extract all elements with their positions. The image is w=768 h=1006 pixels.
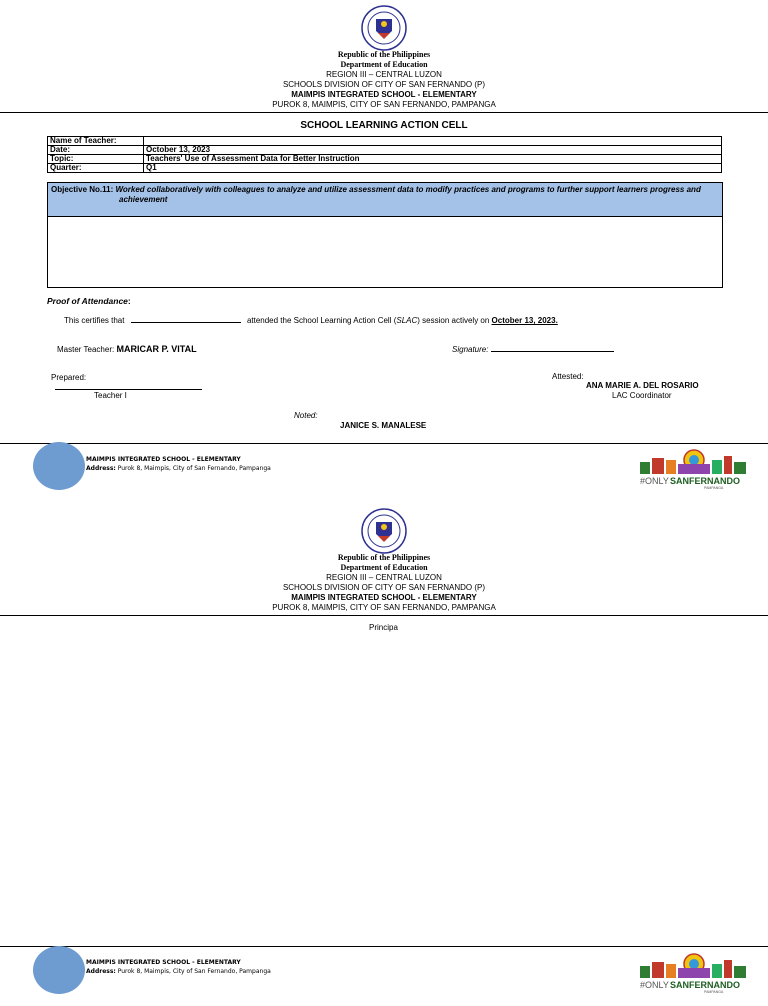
master-teacher-name: MARICAR P. VITAL: [116, 344, 197, 354]
header-division: SCHOOLS DIVISION OF CITY OF SAN FERNANDO (P): [282, 583, 486, 592]
footer-circle-emblem: [33, 946, 85, 994]
signature-label: Signature:: [452, 345, 489, 354]
prepared-label: Prepared:: [51, 373, 87, 382]
master-teacher-label: Master Teacher:: [57, 345, 115, 354]
header-divider: [0, 112, 768, 113]
footer-address-line: [86, 464, 271, 473]
signature-blank: [491, 351, 614, 352]
footer-address-label: Address:: [86, 968, 116, 975]
noted-label: Noted:: [294, 411, 318, 420]
teacher-name-blank: [131, 322, 241, 323]
info-label: Quarter:: [48, 164, 144, 173]
objective-box: [47, 182, 723, 288]
logo-text-brand: SANFERNANDO: [670, 980, 741, 990]
objective-text-continued: achievement: [119, 194, 168, 204]
header-department: Department of Education: [340, 60, 428, 69]
footer-address-label: Address:: [86, 465, 116, 472]
info-value: Teachers' Use of Assessment Data for Better Instruction: [144, 155, 722, 164]
objective-header: [48, 183, 722, 217]
table-row: [48, 164, 722, 173]
proof-of-attendance-heading: [47, 296, 131, 306]
info-value: October 13, 2023: [144, 146, 722, 155]
header-address: PUROK 8, MAIMPIS, CITY OF SAN FERNANDO, PAMPANGA: [272, 100, 496, 109]
certify-slac: SLAC: [396, 316, 418, 325]
footer-text: [86, 455, 271, 473]
deped-seal-logo: [361, 508, 407, 554]
footer-address: Purok 8, Maimpis, City of San Fernando, Pampanga: [117, 968, 271, 975]
prepared-role: Teacher I: [94, 391, 127, 400]
attested-label: Attested:: [552, 372, 584, 381]
info-value: [144, 137, 722, 146]
info-label: Name of Teacher:: [48, 137, 144, 146]
signature-line: [452, 345, 614, 354]
document-title: SCHOOL LEARNING ACTION CELL: [300, 120, 468, 131]
footer-school: MAIMPIS INTEGRATED SCHOOL - ELEMENTARY: [86, 959, 241, 966]
footer-divider: [0, 443, 768, 444]
header-republic: Republic of the Philippines: [337, 50, 431, 59]
header-region: REGION III – CENTRAL LUZON: [326, 70, 442, 79]
objective-label: Objective No.11:: [51, 185, 114, 194]
footer-text: [86, 958, 271, 976]
logo-text-prefix: #ONLY: [640, 980, 669, 990]
logo-subtext: PAMPANGA: [704, 486, 724, 490]
logo-subtext: PAMPANGA: [704, 990, 724, 994]
certify-prefix: This certifies that: [64, 316, 125, 325]
footer-address-line: [86, 967, 271, 976]
only-san-fernando-logo: [638, 448, 750, 490]
info-value: Q1: [144, 164, 722, 173]
info-label: Topic:: [48, 155, 144, 164]
logo-text-brand: SANFERNANDO: [670, 476, 741, 486]
header-school: MAIMPIS INTEGRATED SCHOOL - ELEMENTARY: [291, 593, 477, 602]
session-info-table: [47, 136, 722, 173]
noted-role: Principa: [369, 623, 398, 632]
header-region: REGION III – CENTRAL LUZON: [326, 573, 442, 582]
footer-divider: [0, 946, 768, 947]
certify-after: ) session actively on: [417, 316, 490, 325]
header-address: PUROK 8, MAIMPIS, CITY OF SAN FERNANDO, PAMPANGA: [272, 603, 496, 612]
footer-address: Purok 8, Maimpis, City of San Fernando, Pampanga: [117, 465, 271, 472]
deped-seal-logo: [361, 5, 407, 51]
header-division: SCHOOLS DIVISION OF CITY OF SAN FERNANDO (P): [282, 80, 486, 89]
prepared-signature-line: [55, 389, 202, 390]
letterhead: [0, 50, 768, 110]
attested-name: ANA MARIE A. DEL ROSARIO: [586, 381, 699, 390]
header-republic: Republic of the Philippines: [337, 553, 431, 562]
header-divider: [0, 615, 768, 616]
certification-line: [64, 316, 558, 325]
only-san-fernando-logo: [638, 952, 750, 994]
noted-name: JANICE S. MANALESE: [340, 421, 427, 430]
certify-date: October 13, 2023.: [491, 316, 558, 325]
header-department: Department of Education: [340, 563, 428, 572]
attested-role: LAC Coordinator: [612, 391, 672, 400]
proof-heading-colon: :: [127, 296, 131, 306]
objective-text: Worked collaboratively with colleagues to analyze and utilize assessment data to modify practices and programs to further support learners progress and: [115, 185, 701, 194]
certify-mid: attended the School Learning Action Cell (: [246, 316, 397, 325]
header-school: MAIMPIS INTEGRATED SCHOOL - ELEMENTARY: [291, 90, 477, 99]
logo-text-prefix: #ONLY: [640, 476, 669, 486]
proof-heading-text: Proof of Attendance: [47, 296, 128, 306]
footer-school: MAIMPIS INTEGRATED SCHOOL - ELEMENTARY: [86, 456, 241, 463]
info-label: Date:: [48, 146, 144, 155]
footer-circle-emblem: [33, 442, 85, 490]
master-teacher-line: [57, 344, 197, 354]
letterhead: [0, 553, 768, 613]
